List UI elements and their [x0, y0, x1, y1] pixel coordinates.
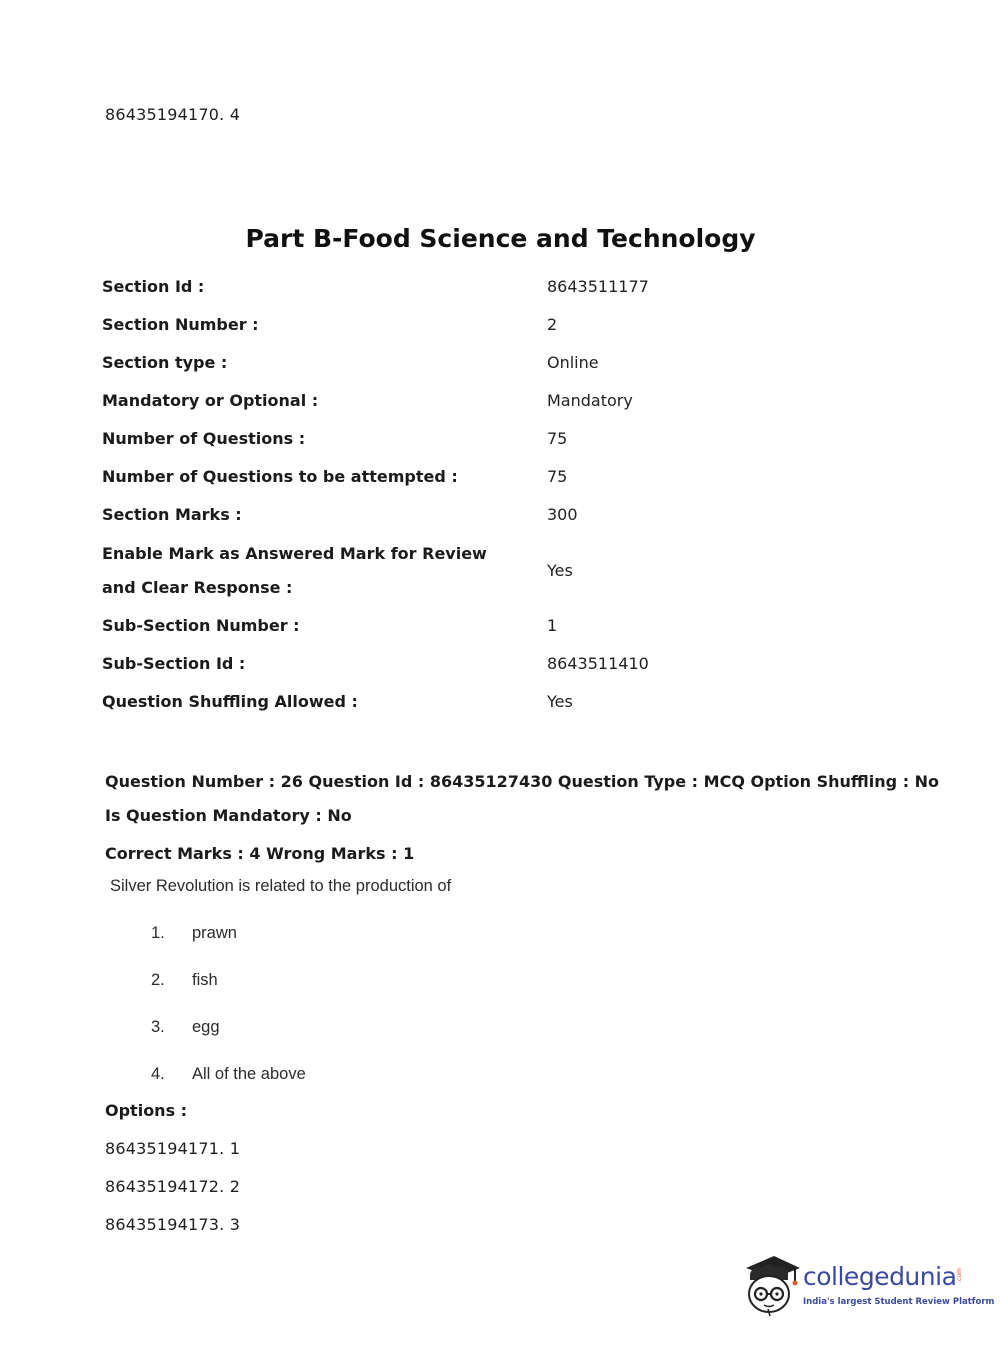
question-marks-line: Correct Marks : 4 Wrong Marks : 1	[105, 844, 415, 863]
logo-domain-suffix: .com	[956, 1268, 963, 1283]
choice-text: egg	[192, 1018, 220, 1036]
section-marks-value: 300	[547, 505, 578, 524]
question-text: Silver Revolution is related to the production of	[110, 877, 452, 895]
choice-text: All of the above	[192, 1065, 306, 1083]
sub-section-number-value: 1	[547, 616, 558, 635]
section-number-value: 2	[547, 315, 558, 334]
choice-text: prawn	[192, 924, 237, 942]
option-id-line: 86435194172. 2	[105, 1177, 241, 1196]
shuffling-allowed-value: Yes	[547, 692, 573, 711]
previous-option-line: 86435194170. 4	[105, 105, 241, 124]
section-id-label: Section Id :	[102, 277, 205, 296]
num-attempt-value: 75	[547, 467, 568, 486]
choice-number: 3.	[151, 1018, 165, 1036]
num-questions-value: 75	[547, 429, 568, 448]
option-id-line: 86435194173. 3	[105, 1215, 241, 1234]
section-number-label: Section Number :	[102, 315, 259, 334]
choice-number: 2.	[151, 971, 165, 989]
mandatory-label: Mandatory or Optional :	[102, 391, 319, 410]
options-heading: Options :	[105, 1101, 188, 1120]
logo-tagline: India's largest Student Review Platform	[803, 1297, 995, 1307]
num-attempt-label: Number of Questions to be attempted :	[102, 467, 458, 486]
enable-mark-label: Enable Mark as Answered Mark for Review and Clear Response :	[102, 544, 487, 597]
question-mandatory-line: Is Question Mandatory : No	[105, 806, 352, 825]
mascot-logo-icon	[742, 1250, 804, 1318]
logo-wordmark: collegedunia	[803, 1262, 957, 1291]
shuffling-allowed-label: Question Shuffling Allowed :	[102, 692, 358, 711]
sub-section-id-label: Sub-Section Id :	[102, 654, 246, 673]
mandatory-value: Mandatory	[547, 391, 633, 410]
choice-text: fish	[192, 971, 218, 989]
enable-mark-value: Yes	[547, 561, 573, 580]
num-questions-label: Number of Questions :	[102, 429, 306, 448]
part-title: Part B-Food Science and Technology	[245, 224, 756, 253]
sub-section-number-label: Sub-Section Number :	[102, 616, 300, 635]
question-meta-line: Question Number : 26 Question Id : 86435127430 Question Type : MCQ Option Shuffling : No	[105, 772, 940, 791]
section-type-label: Section type :	[102, 353, 228, 372]
option-id-line: 86435194171. 1	[105, 1139, 241, 1158]
section-id-value: 8643511177	[547, 277, 649, 296]
section-marks-label: Section Marks :	[102, 505, 242, 524]
section-type-value: Online	[547, 353, 599, 372]
choice-number: 1.	[151, 924, 165, 942]
choice-number: 4.	[151, 1065, 165, 1083]
sub-section-id-value: 8643511410	[547, 654, 649, 673]
